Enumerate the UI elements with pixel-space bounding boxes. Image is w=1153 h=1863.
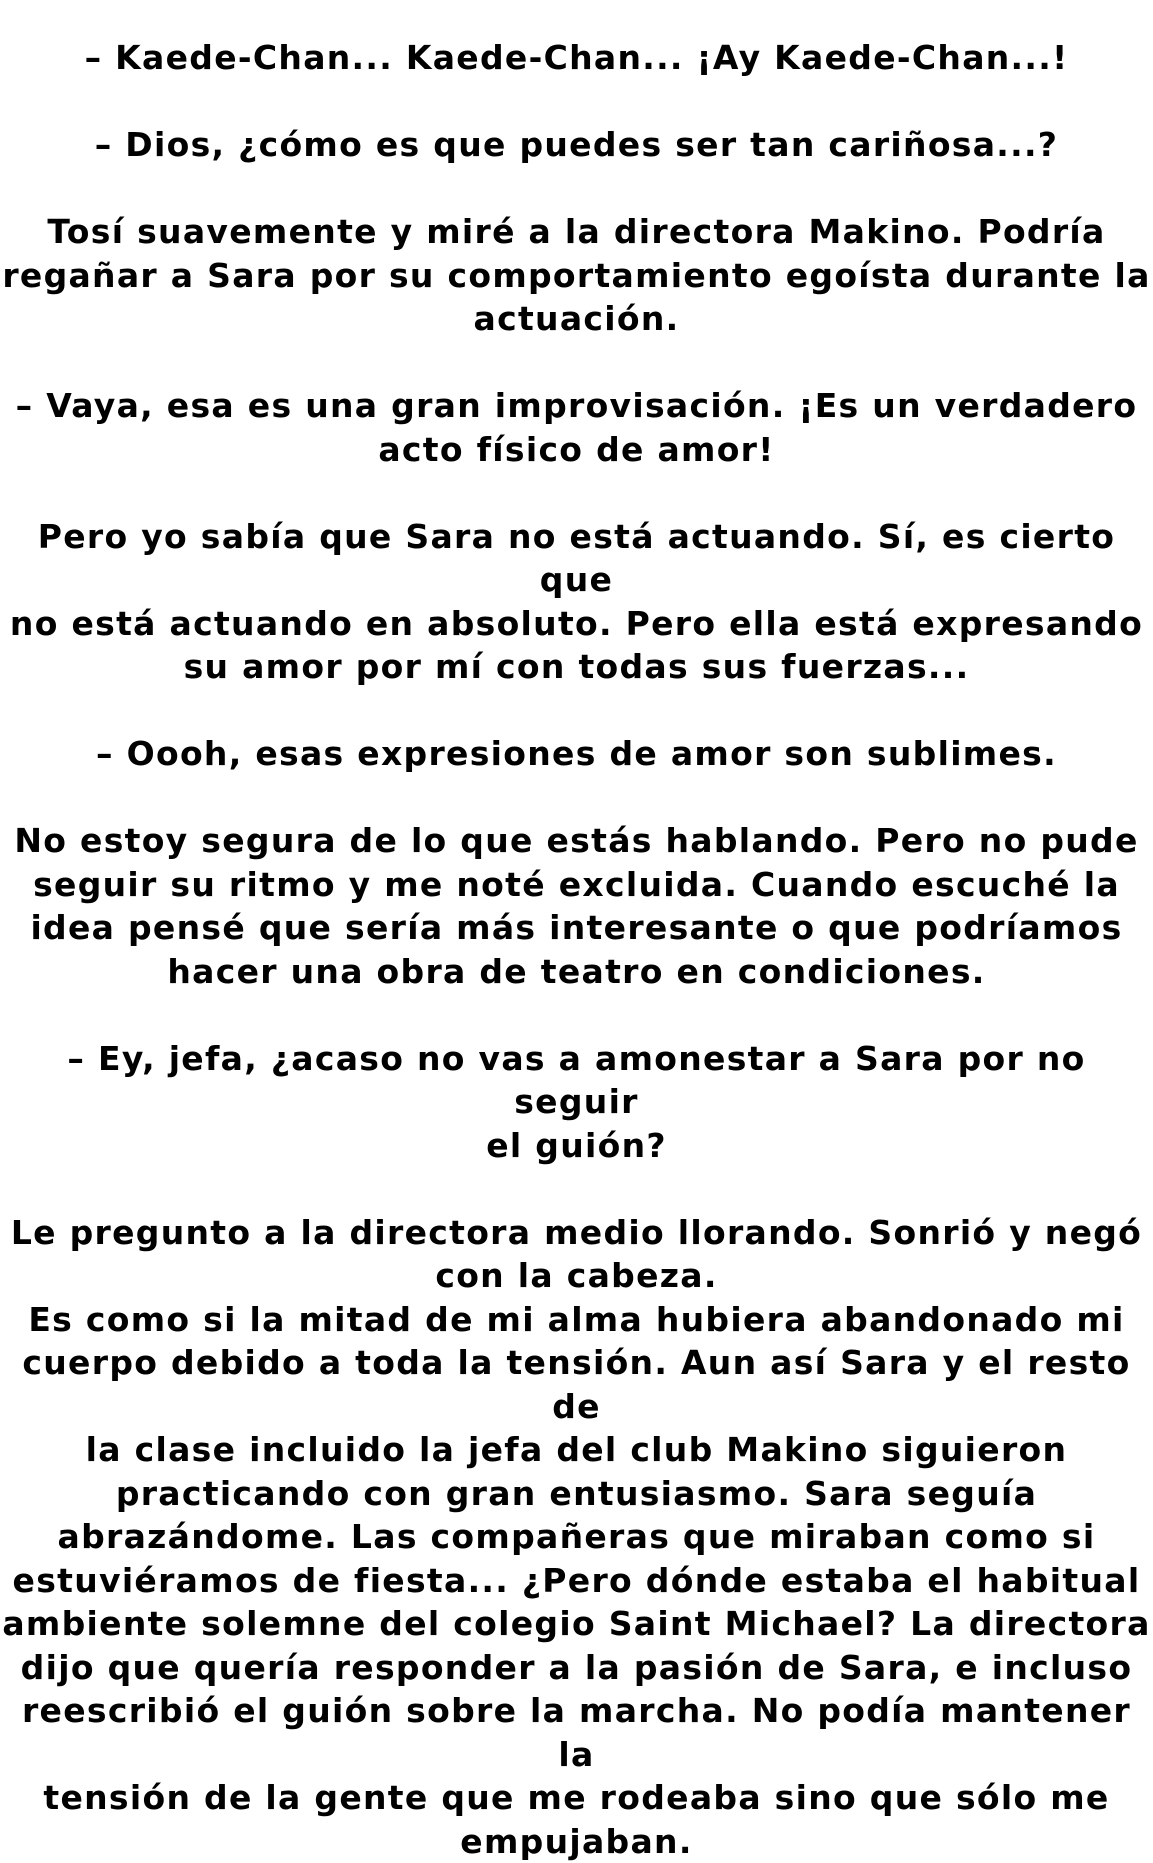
narration-paragraph-le-pregunto: Le pregunto a la directora medio llorando. Sonrió y negó con la cabeza.: [0, 1211, 1153, 1298]
dialogue-line-ey-jefa: – Ey, jefa, ¿acaso no vas a amonestar a Sara por no seguir el guión?: [0, 1037, 1153, 1168]
narration-paragraph-tosi: Tosí suavemente y miré a la directora Makino. Podría regañar a Sara por su comportamiento egoísta durante la actuación.: [0, 210, 1153, 341]
narration-paragraph-no-estoy-segura: No estoy segura de lo que estás hablando. Pero no pude seguir su ritmo y me noté excluida. Cuando escuché la idea pensé que sería más interesante o que podríamos hacer una obra de teatro en condiciones.: [0, 819, 1153, 993]
narration-paragraph-es-como-si: Es como si la mitad de mi alma hubiera abandonado mi cuerpo debido a toda la tensión. Aun así Sara y el resto de la clase incluido la jefa del club Makino siguieron practicando con gran entusiasmo. Sara seguía abrazándome. Las compañeras que miraban como si estuviéramos de fiesta... ¿Pero dónde estaba el habitual ambiente solemne del colegio Saint Michael? La directora dijo que quería responder a la pasión de Sara, e incluso reescribió el guión sobre la marcha. No podía mantener la tensión de la gente que me rodeaba sino que sólo me empujaban.: [0, 1298, 1153, 1863]
dialogue-line-oooh: – Oooh, esas expresiones de amor son sublimes.: [0, 732, 1153, 776]
dialogue-line-kaede-chan: – Kaede-Chan... Kaede-Chan... ¡Ay Kaede-Chan...!: [0, 36, 1153, 80]
dialogue-line-vaya: – Vaya, esa es una gran improvisación. ¡Es un verdadero acto físico de amor!: [0, 384, 1153, 471]
dialogue-line-dios: – Dios, ¿cómo es que puedes ser tan cariñosa...?: [0, 123, 1153, 167]
narration-paragraph-pero-yo-sabia: Pero yo sabía que Sara no está actuando. Sí, es cierto que no está actuando en absoluto. Pero ella está expresando su amor por mí con todas sus fuerzas...: [0, 515, 1153, 689]
